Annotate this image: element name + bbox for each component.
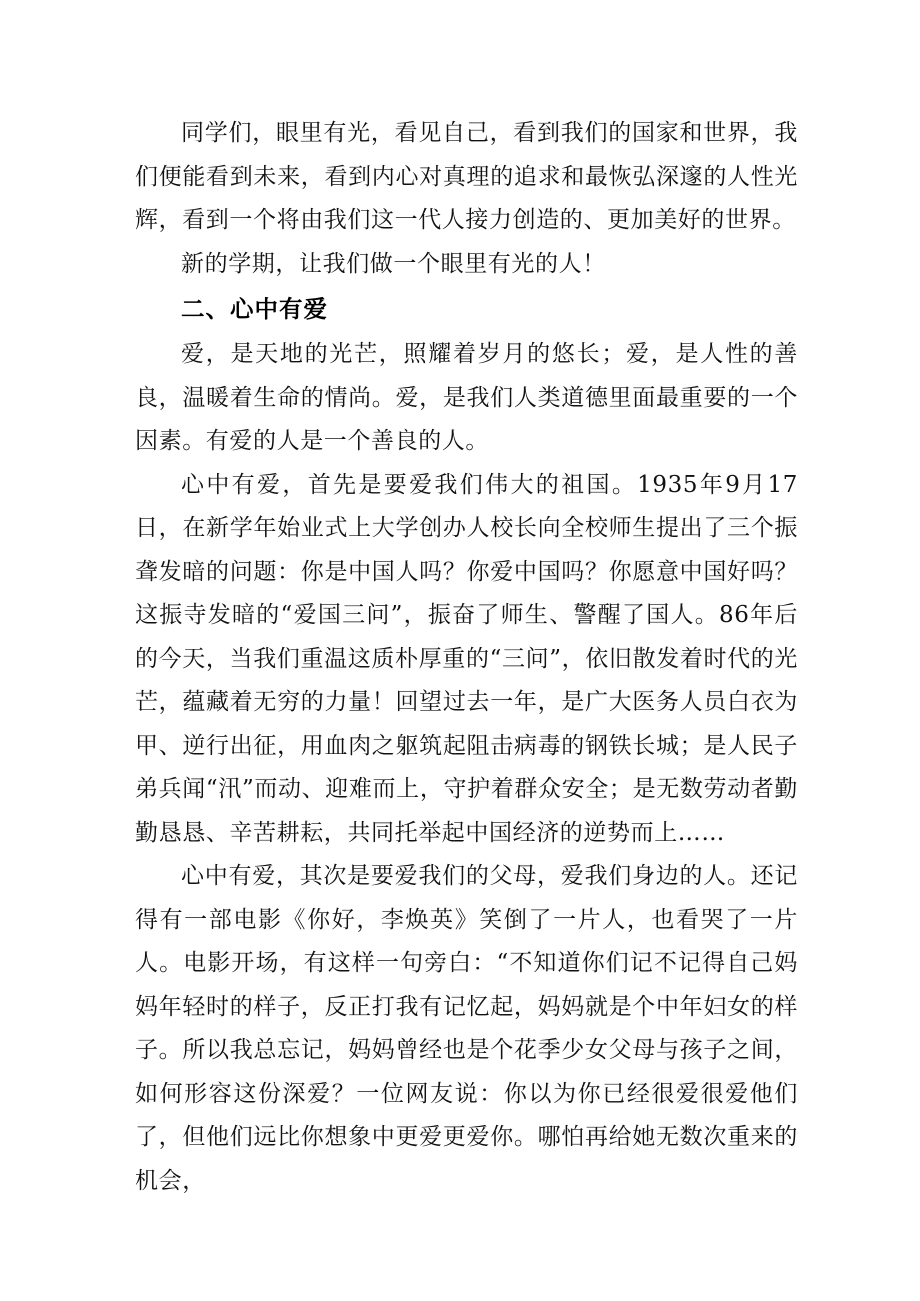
paragraph-intro: 同学们，眼里有光，看见自己，看到我们的国家和世界，我们便能看到未来，看到内心对真理的追求和最恢弘深邃的人性光辉，看到一个将由我们这一代人接力创造的、更加美好的世界。 (135, 120, 798, 233)
document-body (135, 112, 798, 1203)
section-heading-love: 二、心中有爱 (181, 295, 328, 323)
paragraph-new-semester: 新的学期，让我们做一个眼里有光的人！ (181, 250, 606, 277)
paragraph-love-definition: 爱，是天地的光芒，照耀着岁月的悠长；爱，是人性的善良，温暖着生命的情尚。爱，是我们人类道德里面最重要的一个因素。有爱的人是一个善良的人。 (135, 341, 798, 454)
paragraph-love-parents: 心中有爱，其次是要爱我们的父母，爱我们身边的人。还记得有一部电影《你好，李焕英》笑倒了一片人，也看哭了一片人。电影开场，有这样一句旁白：“不知道你们记不记得自己妈妈年轻时的样子，反正打我有记忆起，妈妈就是个中年妇女的样子。所以我总忘记，妈妈曾经也是个花季少女父母与孩子之间，如何形容这份深爱？一位网友说：你以为你已经很爱很爱他们了，但他们远比你想象中更爱更爱你。哪怕再给她无数次重来的机会， (135, 863, 798, 1194)
paragraph-love-country: 心中有爱，首先是要爱我们伟大的祖国。1935年9月17日，在新学年始业式上大学创办人校长向全校师生提出了三个振聋发暗的问题：你是中国人吗？你爱中国吗？你愿意中国好吗？这振寺发暗的“爱国三问”，振奋了师生、警醒了国人。86年后的今天，当我们重温这质朴厚重的“三问”，依旧散发着时代的光芒，蕴藏着无穷的力量！回望过去一年，是广大医务人员白衣为甲、逆行出征，用血肉之躯筑起阻击病毒的钢铁长城；是人民子弟兵闻“汛”而动、迎难而上，守护着群众安全；是无数劳动者勤勤恳恳、辛苦耕耘，共同托举起中国经济的逆势而上…… (135, 471, 798, 846)
